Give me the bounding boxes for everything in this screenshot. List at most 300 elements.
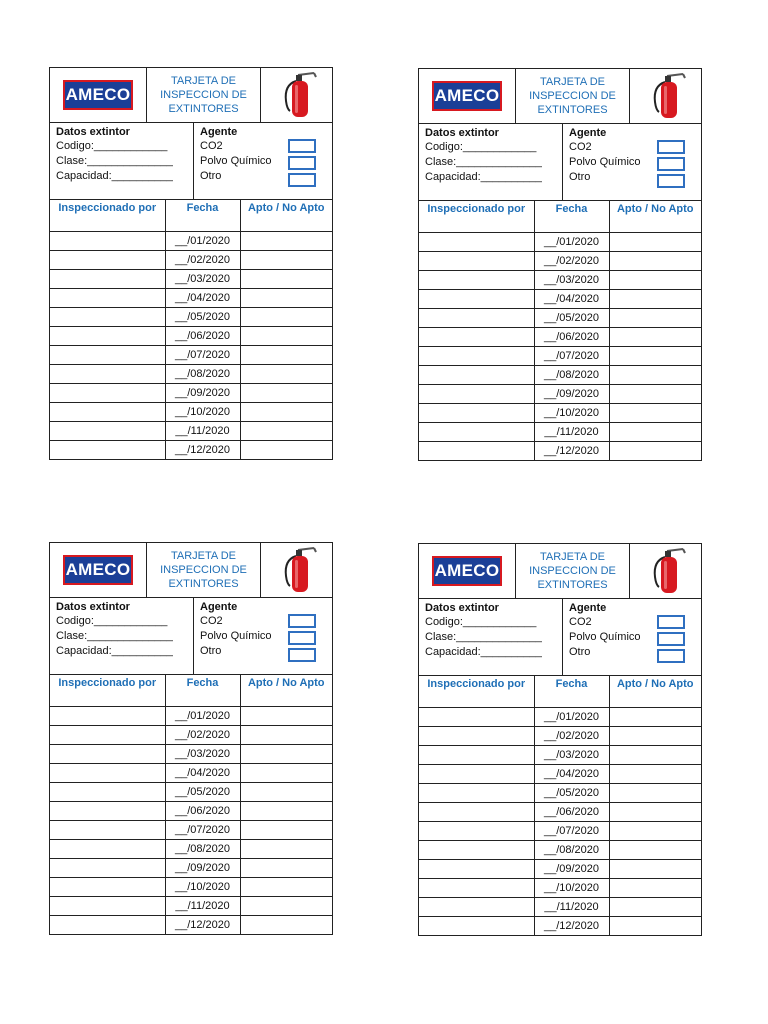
apto-cell[interactable]	[240, 365, 332, 384]
extinguisher-data	[419, 124, 701, 201]
card-header	[50, 543, 332, 598]
card-title	[147, 543, 261, 597]
clase-field[interactable]: Clase:______________	[425, 631, 542, 643]
apto-cell[interactable]	[609, 746, 701, 765]
fecha-cell: __/02/2020	[534, 727, 609, 746]
apto-cell[interactable]	[240, 346, 332, 365]
inspeccionado-cell[interactable]	[50, 802, 165, 821]
title-line-1: TARJETA DE	[170, 550, 236, 562]
table-row	[50, 707, 332, 726]
table-row	[50, 289, 332, 308]
table-row	[419, 765, 701, 784]
inspeccionado-cell[interactable]	[419, 271, 534, 290]
apto-cell[interactable]	[609, 385, 701, 404]
fecha-cell: __/02/2020	[534, 252, 609, 271]
col-inspeccionado: Inspeccionado por	[50, 675, 165, 707]
datos-extintor	[50, 123, 194, 199]
logo-cell	[419, 544, 516, 598]
fecha-cell: __/02/2020	[165, 726, 240, 745]
card-title	[147, 68, 261, 122]
logo-text: AMECO	[434, 558, 500, 584]
apto-cell[interactable]	[240, 840, 332, 859]
apto-cell[interactable]	[609, 233, 701, 252]
apto-cell[interactable]	[609, 841, 701, 860]
logo-cell	[50, 68, 147, 122]
inspeccionado-cell[interactable]	[419, 252, 534, 271]
datos-heading: Datos extintor	[425, 127, 499, 139]
col-apto: Apto / No Apto	[609, 201, 701, 233]
logo-text: AMECO	[65, 557, 131, 583]
ameco-logo	[63, 555, 133, 585]
fecha-cell: __/11/2020	[165, 897, 240, 916]
inspeccionado-cell[interactable]	[419, 309, 534, 328]
col-fecha: Fecha	[165, 675, 240, 707]
inspeccionado-cell[interactable]	[50, 384, 165, 403]
inspection-table	[419, 201, 701, 460]
agente-heading: Agente	[200, 601, 238, 613]
fecha-cell: __/05/2020	[534, 784, 609, 803]
table-row	[419, 252, 701, 271]
agente-checkboxes	[657, 615, 685, 666]
capacidad-field[interactable]: Capacidad:__________	[56, 170, 173, 182]
apto-cell[interactable]	[240, 289, 332, 308]
apto-cell[interactable]	[240, 878, 332, 897]
apto-cell[interactable]	[609, 727, 701, 746]
inspeccionado-cell[interactable]	[419, 917, 534, 936]
inspeccionado-cell[interactable]	[419, 784, 534, 803]
apto-cell[interactable]	[609, 822, 701, 841]
apto-cell[interactable]	[609, 708, 701, 727]
inspeccionado-cell[interactable]	[419, 822, 534, 841]
table-header-row	[419, 201, 701, 233]
fecha-cell: __/09/2020	[165, 859, 240, 878]
extinguisher-cell	[261, 68, 332, 122]
checkbox-co2[interactable]	[288, 614, 316, 628]
fecha-cell: __/02/2020	[165, 251, 240, 270]
ameco-logo	[432, 556, 502, 586]
table-row	[50, 745, 332, 764]
agente-otro-label: Otro	[200, 170, 222, 182]
inspection-card	[418, 543, 702, 936]
table-row	[419, 385, 701, 404]
fecha-cell: __/04/2020	[534, 765, 609, 784]
table-row	[419, 708, 701, 727]
codigo-field[interactable]: Codigo:____________	[425, 141, 537, 153]
inspeccionado-cell[interactable]	[419, 442, 534, 461]
table-row	[419, 423, 701, 442]
agente-heading: Agente	[569, 127, 607, 139]
apto-cell[interactable]	[609, 328, 701, 347]
table-row	[50, 897, 332, 916]
fecha-cell: __/12/2020	[534, 917, 609, 936]
inspection-card	[418, 68, 702, 461]
codigo-field[interactable]: Codigo:____________	[425, 616, 537, 628]
clase-field[interactable]: Clase:______________	[56, 630, 173, 642]
table-row	[419, 290, 701, 309]
agente-heading: Agente	[200, 126, 238, 138]
fecha-cell: __/09/2020	[534, 385, 609, 404]
fecha-cell: __/05/2020	[165, 783, 240, 802]
apto-cell[interactable]	[609, 803, 701, 822]
title-line-2: INSPECCION DE	[160, 89, 247, 101]
extinguisher-data	[50, 598, 332, 675]
checkbox-otro[interactable]	[288, 648, 316, 662]
title-line-1: TARJETA DE	[539, 551, 605, 563]
extinguisher-cell	[630, 544, 701, 598]
logo-text: AMECO	[434, 83, 500, 109]
capacidad-field[interactable]: Capacidad:__________	[425, 171, 542, 183]
checkbox-otro[interactable]	[657, 649, 685, 663]
table-row	[50, 726, 332, 745]
apto-cell[interactable]	[240, 232, 332, 251]
col-apto: Apto / No Apto	[240, 200, 332, 232]
fire-extinguisher-icon	[643, 547, 689, 595]
fecha-cell: __/10/2020	[534, 404, 609, 423]
checkbox-polvo-quimico[interactable]	[288, 156, 316, 170]
checkbox-otro[interactable]	[288, 173, 316, 187]
apto-cell[interactable]	[609, 309, 701, 328]
extinguisher-cell	[261, 543, 332, 597]
table-row	[419, 841, 701, 860]
apto-cell[interactable]	[240, 384, 332, 403]
inspeccionado-cell[interactable]	[419, 385, 534, 404]
title-line-2: INSPECCION DE	[160, 564, 247, 576]
fecha-cell: __/09/2020	[534, 860, 609, 879]
agente-section	[563, 599, 701, 675]
table-row	[50, 403, 332, 422]
inspeccionado-cell[interactable]	[50, 346, 165, 365]
fecha-cell: __/03/2020	[165, 745, 240, 764]
fecha-cell: __/11/2020	[165, 422, 240, 441]
title-line-1: TARJETA DE	[539, 76, 605, 88]
fecha-cell: __/09/2020	[165, 384, 240, 403]
fire-extinguisher-icon	[643, 72, 689, 120]
agente-checkboxes	[657, 140, 685, 191]
agente-polvo-label: Polvo Químico	[200, 630, 272, 642]
checkbox-polvo-quimico[interactable]	[657, 632, 685, 646]
fecha-cell: __/04/2020	[165, 764, 240, 783]
table-row	[50, 308, 332, 327]
table-row	[50, 840, 332, 859]
inspeccionado-cell[interactable]	[419, 328, 534, 347]
table-row	[419, 917, 701, 936]
checkbox-otro[interactable]	[657, 174, 685, 188]
agente-section	[194, 123, 332, 199]
title-line-2: INSPECCION DE	[529, 565, 616, 577]
apto-cell[interactable]	[609, 879, 701, 898]
inspeccionado-cell[interactable]	[419, 366, 534, 385]
table-row	[50, 783, 332, 802]
table-row	[50, 764, 332, 783]
inspeccionado-cell[interactable]	[50, 232, 165, 251]
fecha-cell: __/04/2020	[534, 290, 609, 309]
apto-cell[interactable]	[609, 917, 701, 936]
inspeccionado-cell[interactable]	[50, 821, 165, 840]
card-title	[516, 69, 630, 123]
apto-cell[interactable]	[609, 784, 701, 803]
inspeccionado-cell[interactable]	[50, 441, 165, 460]
apto-cell[interactable]	[240, 441, 332, 460]
fecha-cell: __/07/2020	[534, 822, 609, 841]
agente-co2-label: CO2	[200, 140, 223, 152]
datos-extintor	[419, 599, 563, 675]
table-row	[50, 251, 332, 270]
checkbox-co2[interactable]	[657, 140, 685, 154]
title-line-3: EXTINTORES	[537, 104, 608, 116]
inspeccionado-cell[interactable]	[50, 308, 165, 327]
codigo-field[interactable]: Codigo:____________	[56, 615, 168, 627]
checkbox-co2[interactable]	[657, 615, 685, 629]
fecha-cell: __/06/2020	[534, 328, 609, 347]
apto-cell[interactable]	[609, 404, 701, 423]
table-row	[419, 328, 701, 347]
inspeccionado-cell[interactable]	[419, 404, 534, 423]
card-header	[50, 68, 332, 123]
inspeccionado-cell[interactable]	[50, 403, 165, 422]
inspection-table	[419, 676, 701, 935]
fecha-cell: __/10/2020	[165, 878, 240, 897]
fecha-cell: __/08/2020	[165, 840, 240, 859]
fecha-cell: __/01/2020	[165, 232, 240, 251]
col-inspeccionado: Inspeccionado por	[419, 676, 534, 708]
datos-heading: Datos extintor	[425, 602, 499, 614]
logo-cell	[419, 69, 516, 123]
col-apto: Apto / No Apto	[240, 675, 332, 707]
fecha-cell: __/06/2020	[165, 327, 240, 346]
table-row	[50, 365, 332, 384]
clase-field[interactable]: Clase:______________	[56, 155, 173, 167]
agente-checkboxes	[288, 614, 316, 665]
table-row	[50, 346, 332, 365]
apto-cell[interactable]	[240, 726, 332, 745]
agente-section	[563, 124, 701, 200]
inspeccionado-cell[interactable]	[50, 707, 165, 726]
table-row	[419, 784, 701, 803]
inspeccionado-cell[interactable]	[50, 916, 165, 935]
apto-cell[interactable]	[609, 860, 701, 879]
inspeccionado-cell[interactable]	[50, 783, 165, 802]
agente-co2-label: CO2	[200, 615, 223, 627]
table-row	[419, 404, 701, 423]
inspeccionado-cell[interactable]	[419, 803, 534, 822]
table-row	[419, 898, 701, 917]
apto-cell[interactable]	[240, 764, 332, 783]
logo-text: AMECO	[65, 82, 131, 108]
inspeccionado-cell[interactable]	[50, 764, 165, 783]
apto-cell[interactable]	[240, 707, 332, 726]
extinguisher-data	[50, 123, 332, 200]
apto-cell[interactable]	[609, 252, 701, 271]
table-row	[50, 821, 332, 840]
fecha-cell: __/03/2020	[534, 746, 609, 765]
table-row	[419, 879, 701, 898]
fecha-cell: __/10/2020	[534, 879, 609, 898]
table-row	[419, 860, 701, 879]
inspeccionado-cell[interactable]	[419, 727, 534, 746]
inspeccionado-cell[interactable]	[419, 746, 534, 765]
fecha-cell: __/07/2020	[165, 346, 240, 365]
table-row	[419, 271, 701, 290]
checkbox-co2[interactable]	[288, 139, 316, 153]
agente-otro-label: Otro	[200, 645, 222, 657]
fecha-cell: __/07/2020	[165, 821, 240, 840]
apto-cell[interactable]	[240, 270, 332, 289]
apto-cell[interactable]	[609, 290, 701, 309]
card-title	[516, 544, 630, 598]
codigo-field[interactable]: Codigo:____________	[56, 140, 168, 152]
agente-otro-label: Otro	[569, 171, 591, 183]
extinguisher-cell	[630, 69, 701, 123]
title-line-3: EXTINTORES	[537, 579, 608, 591]
apto-cell[interactable]	[609, 347, 701, 366]
capacidad-field[interactable]: Capacidad:__________	[425, 646, 542, 658]
table-row	[50, 859, 332, 878]
inspeccionado-cell[interactable]	[419, 765, 534, 784]
table-header-row	[50, 675, 332, 707]
checkbox-polvo-quimico[interactable]	[657, 157, 685, 171]
table-row	[419, 746, 701, 765]
col-fecha: Fecha	[534, 201, 609, 233]
inspeccionado-cell[interactable]	[50, 365, 165, 384]
apto-cell[interactable]	[240, 251, 332, 270]
apto-cell[interactable]	[240, 783, 332, 802]
inspeccionado-cell[interactable]	[50, 897, 165, 916]
col-fecha: Fecha	[165, 200, 240, 232]
apto-cell[interactable]	[240, 897, 332, 916]
clase-field[interactable]: Clase:______________	[425, 156, 542, 168]
fecha-cell: __/08/2020	[534, 841, 609, 860]
title-line-2: INSPECCION DE	[529, 90, 616, 102]
apto-cell[interactable]	[240, 859, 332, 878]
table-row	[50, 802, 332, 821]
inspeccionado-cell[interactable]	[50, 745, 165, 764]
inspeccionado-cell[interactable]	[419, 879, 534, 898]
fecha-cell: __/03/2020	[534, 271, 609, 290]
fecha-cell: __/12/2020	[165, 441, 240, 460]
title-line-3: EXTINTORES	[168, 578, 239, 590]
inspeccionado-cell[interactable]	[50, 878, 165, 897]
agente-co2-label: CO2	[569, 141, 592, 153]
inspection-card	[49, 542, 333, 935]
apto-cell[interactable]	[240, 916, 332, 935]
fecha-cell: __/08/2020	[165, 365, 240, 384]
inspeccionado-cell[interactable]	[50, 840, 165, 859]
apto-cell[interactable]	[609, 271, 701, 290]
fecha-cell: __/01/2020	[534, 708, 609, 727]
inspeccionado-cell[interactable]	[50, 251, 165, 270]
table-row	[419, 233, 701, 252]
inspection-table	[50, 200, 332, 459]
inspeccionado-cell[interactable]	[50, 726, 165, 745]
table-row	[50, 270, 332, 289]
table-row	[50, 384, 332, 403]
table-row	[50, 916, 332, 935]
table-row	[50, 878, 332, 897]
fecha-cell: __/08/2020	[534, 366, 609, 385]
apto-cell[interactable]	[609, 423, 701, 442]
fecha-cell: __/12/2020	[165, 916, 240, 935]
fecha-cell: __/05/2020	[534, 309, 609, 328]
apto-cell[interactable]	[240, 422, 332, 441]
inspeccionado-cell[interactable]	[419, 898, 534, 917]
inspeccionado-cell[interactable]	[419, 290, 534, 309]
inspeccionado-cell[interactable]	[419, 233, 534, 252]
inspeccionado-cell[interactable]	[419, 860, 534, 879]
table-row	[50, 441, 332, 460]
inspeccionado-cell[interactable]	[419, 708, 534, 727]
apto-cell[interactable]	[609, 366, 701, 385]
title-line-1: TARJETA DE	[170, 75, 236, 87]
fecha-cell: __/04/2020	[165, 289, 240, 308]
fecha-cell: __/10/2020	[165, 403, 240, 422]
inspeccionado-cell[interactable]	[419, 841, 534, 860]
apto-cell[interactable]	[609, 765, 701, 784]
col-fecha: Fecha	[534, 676, 609, 708]
table-row	[419, 822, 701, 841]
capacidad-field[interactable]: Capacidad:__________	[56, 645, 173, 657]
inspeccionado-cell[interactable]	[50, 422, 165, 441]
inspeccionado-cell[interactable]	[50, 859, 165, 878]
agente-section	[194, 598, 332, 674]
table-header-row	[50, 200, 332, 232]
apto-cell[interactable]	[240, 802, 332, 821]
card-header	[419, 544, 701, 599]
inspeccionado-cell[interactable]	[50, 289, 165, 308]
table-row	[419, 727, 701, 746]
inspeccionado-cell[interactable]	[419, 347, 534, 366]
fecha-cell: __/11/2020	[534, 898, 609, 917]
inspeccionado-cell[interactable]	[50, 327, 165, 346]
agente-co2-label: CO2	[569, 616, 592, 628]
fecha-cell: __/01/2020	[534, 233, 609, 252]
fire-extinguisher-icon	[274, 546, 320, 594]
col-apto: Apto / No Apto	[609, 676, 701, 708]
apto-cell[interactable]	[240, 821, 332, 840]
inspeccionado-cell[interactable]	[50, 270, 165, 289]
apto-cell[interactable]	[240, 327, 332, 346]
fecha-cell: __/06/2020	[165, 802, 240, 821]
table-header-row	[419, 676, 701, 708]
table-row	[419, 309, 701, 328]
inspeccionado-cell[interactable]	[419, 423, 534, 442]
fecha-cell: __/01/2020	[165, 707, 240, 726]
datos-extintor	[50, 598, 194, 674]
fire-extinguisher-icon	[274, 71, 320, 119]
inspection-card	[49, 67, 333, 460]
checkbox-polvo-quimico[interactable]	[288, 631, 316, 645]
apto-cell[interactable]	[609, 442, 701, 461]
col-inspeccionado: Inspeccionado por	[419, 201, 534, 233]
agente-otro-label: Otro	[569, 646, 591, 658]
ameco-logo	[432, 81, 502, 111]
title-line-3: EXTINTORES	[168, 103, 239, 115]
apto-cell[interactable]	[240, 745, 332, 764]
table-row	[50, 327, 332, 346]
fecha-cell: __/12/2020	[534, 442, 609, 461]
inspection-table	[50, 675, 332, 934]
apto-cell[interactable]	[240, 308, 332, 327]
table-row	[419, 347, 701, 366]
apto-cell[interactable]	[240, 403, 332, 422]
apto-cell[interactable]	[609, 898, 701, 917]
fecha-cell: __/06/2020	[534, 803, 609, 822]
agente-polvo-label: Polvo Químico	[200, 155, 272, 167]
fecha-cell: __/05/2020	[165, 308, 240, 327]
datos-extintor	[419, 124, 563, 200]
agente-checkboxes	[288, 139, 316, 190]
table-row	[419, 442, 701, 461]
datos-heading: Datos extintor	[56, 126, 130, 138]
